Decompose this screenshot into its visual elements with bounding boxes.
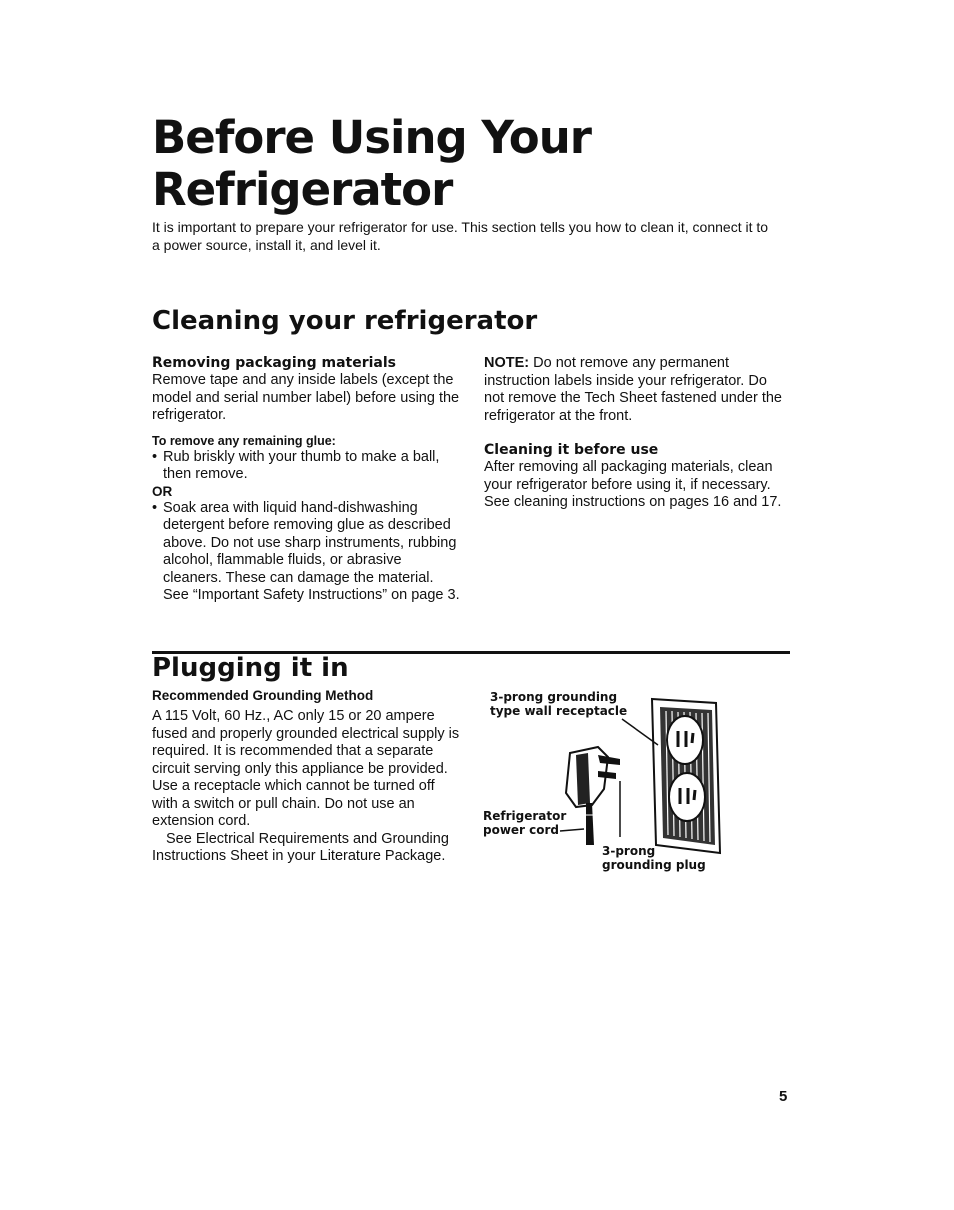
grounding-paragraph-2: See Electrical Requirements and Grounding Instructions Sheet in your Literature Package. (152, 830, 449, 864)
power-cord-label-line-1: Refrigerator (483, 809, 567, 823)
note-text: Do not remove any permanent instruction labels inside your refrigerator. Do not remove the Tech Sheet fastened under the refrigerator at the front. (484, 355, 782, 424)
glue-bullet-soak: • Soak area with liquid hand-dishwashing detergent before removing glue as described above. Do not use sharp instruments, rubbing alcohol, flammable fluids, or abrasive cleaners. These can damage the material. See “Important Safety Instructions” on page 3. (152, 500, 460, 605)
cleaning-before-use-heading: Cleaning it before use (484, 442, 659, 458)
grounding-subheading: Recommended Grounding Method (152, 688, 374, 703)
or-separator: OR (152, 483, 173, 499)
note-section (484, 355, 790, 512)
note-label: NOTE: (484, 355, 530, 371)
receptacle-label-line-2: type wall receptacle (490, 704, 628, 718)
plugging-heading: Plugging it in (152, 653, 349, 683)
page-number: 5 (779, 1088, 788, 1105)
receptacle-label (490, 690, 627, 718)
grounding-paragraph-1: A 115 Volt, 60 Hz., AC only 15 or 20 ampere fused and properly grounded electrical supply is required. It is recommended that a separate circuit serving only this appliance be provided. Use a receptacle which cannot be turned off with a switch or pull chain. Do not use an extension cord. (152, 708, 460, 829)
removing-packaging-heading: Removing packaging materials (152, 355, 396, 371)
remove-glue-heading: To remove any remaining glue: (152, 433, 336, 448)
grounding-section (152, 688, 462, 866)
power-cord-label (483, 809, 566, 837)
glue-bullet-rub: • Rub briskly with your thumb to make a ball, then remove. (152, 449, 460, 484)
cleaning-heading: Cleaning your refrigerator (152, 306, 538, 336)
glue-removal-list (152, 449, 460, 484)
grounding-plug-label (602, 844, 706, 872)
removing-packaging-text: Remove tape and any inside labels (except the model and serial number label) before using the refrigerator. (152, 372, 460, 423)
page-title (152, 112, 852, 216)
plug-receptacle-figure (480, 685, 740, 885)
page-title-line-2: Refrigerator (152, 163, 453, 216)
glue-removal-list-2 (152, 500, 460, 605)
cleaning-before-use-text: After removing all packaging materials, clean your refrigerator before using it, if necessary. See cleaning instructions on pages 16 and 17. (484, 459, 782, 510)
power-cord-label-line-2: power cord (483, 823, 560, 837)
receptacle-label-line-1: 3-prong grounding (490, 690, 618, 704)
page-title-line-1: Before Using Your (152, 111, 591, 164)
grounding-plug-label-line-1: 3-prong (602, 844, 656, 858)
wall-receptacle-icon (652, 699, 720, 853)
note-paragraph (484, 355, 790, 425)
grounding-plug-label-line-2: grounding plug (602, 858, 706, 872)
intro-paragraph: It is important to prepare your refrigerator for use. This section tells you how to clean it, connect it to a power source, install it, and level it. (152, 219, 769, 253)
removing-packaging-section (152, 354, 460, 605)
